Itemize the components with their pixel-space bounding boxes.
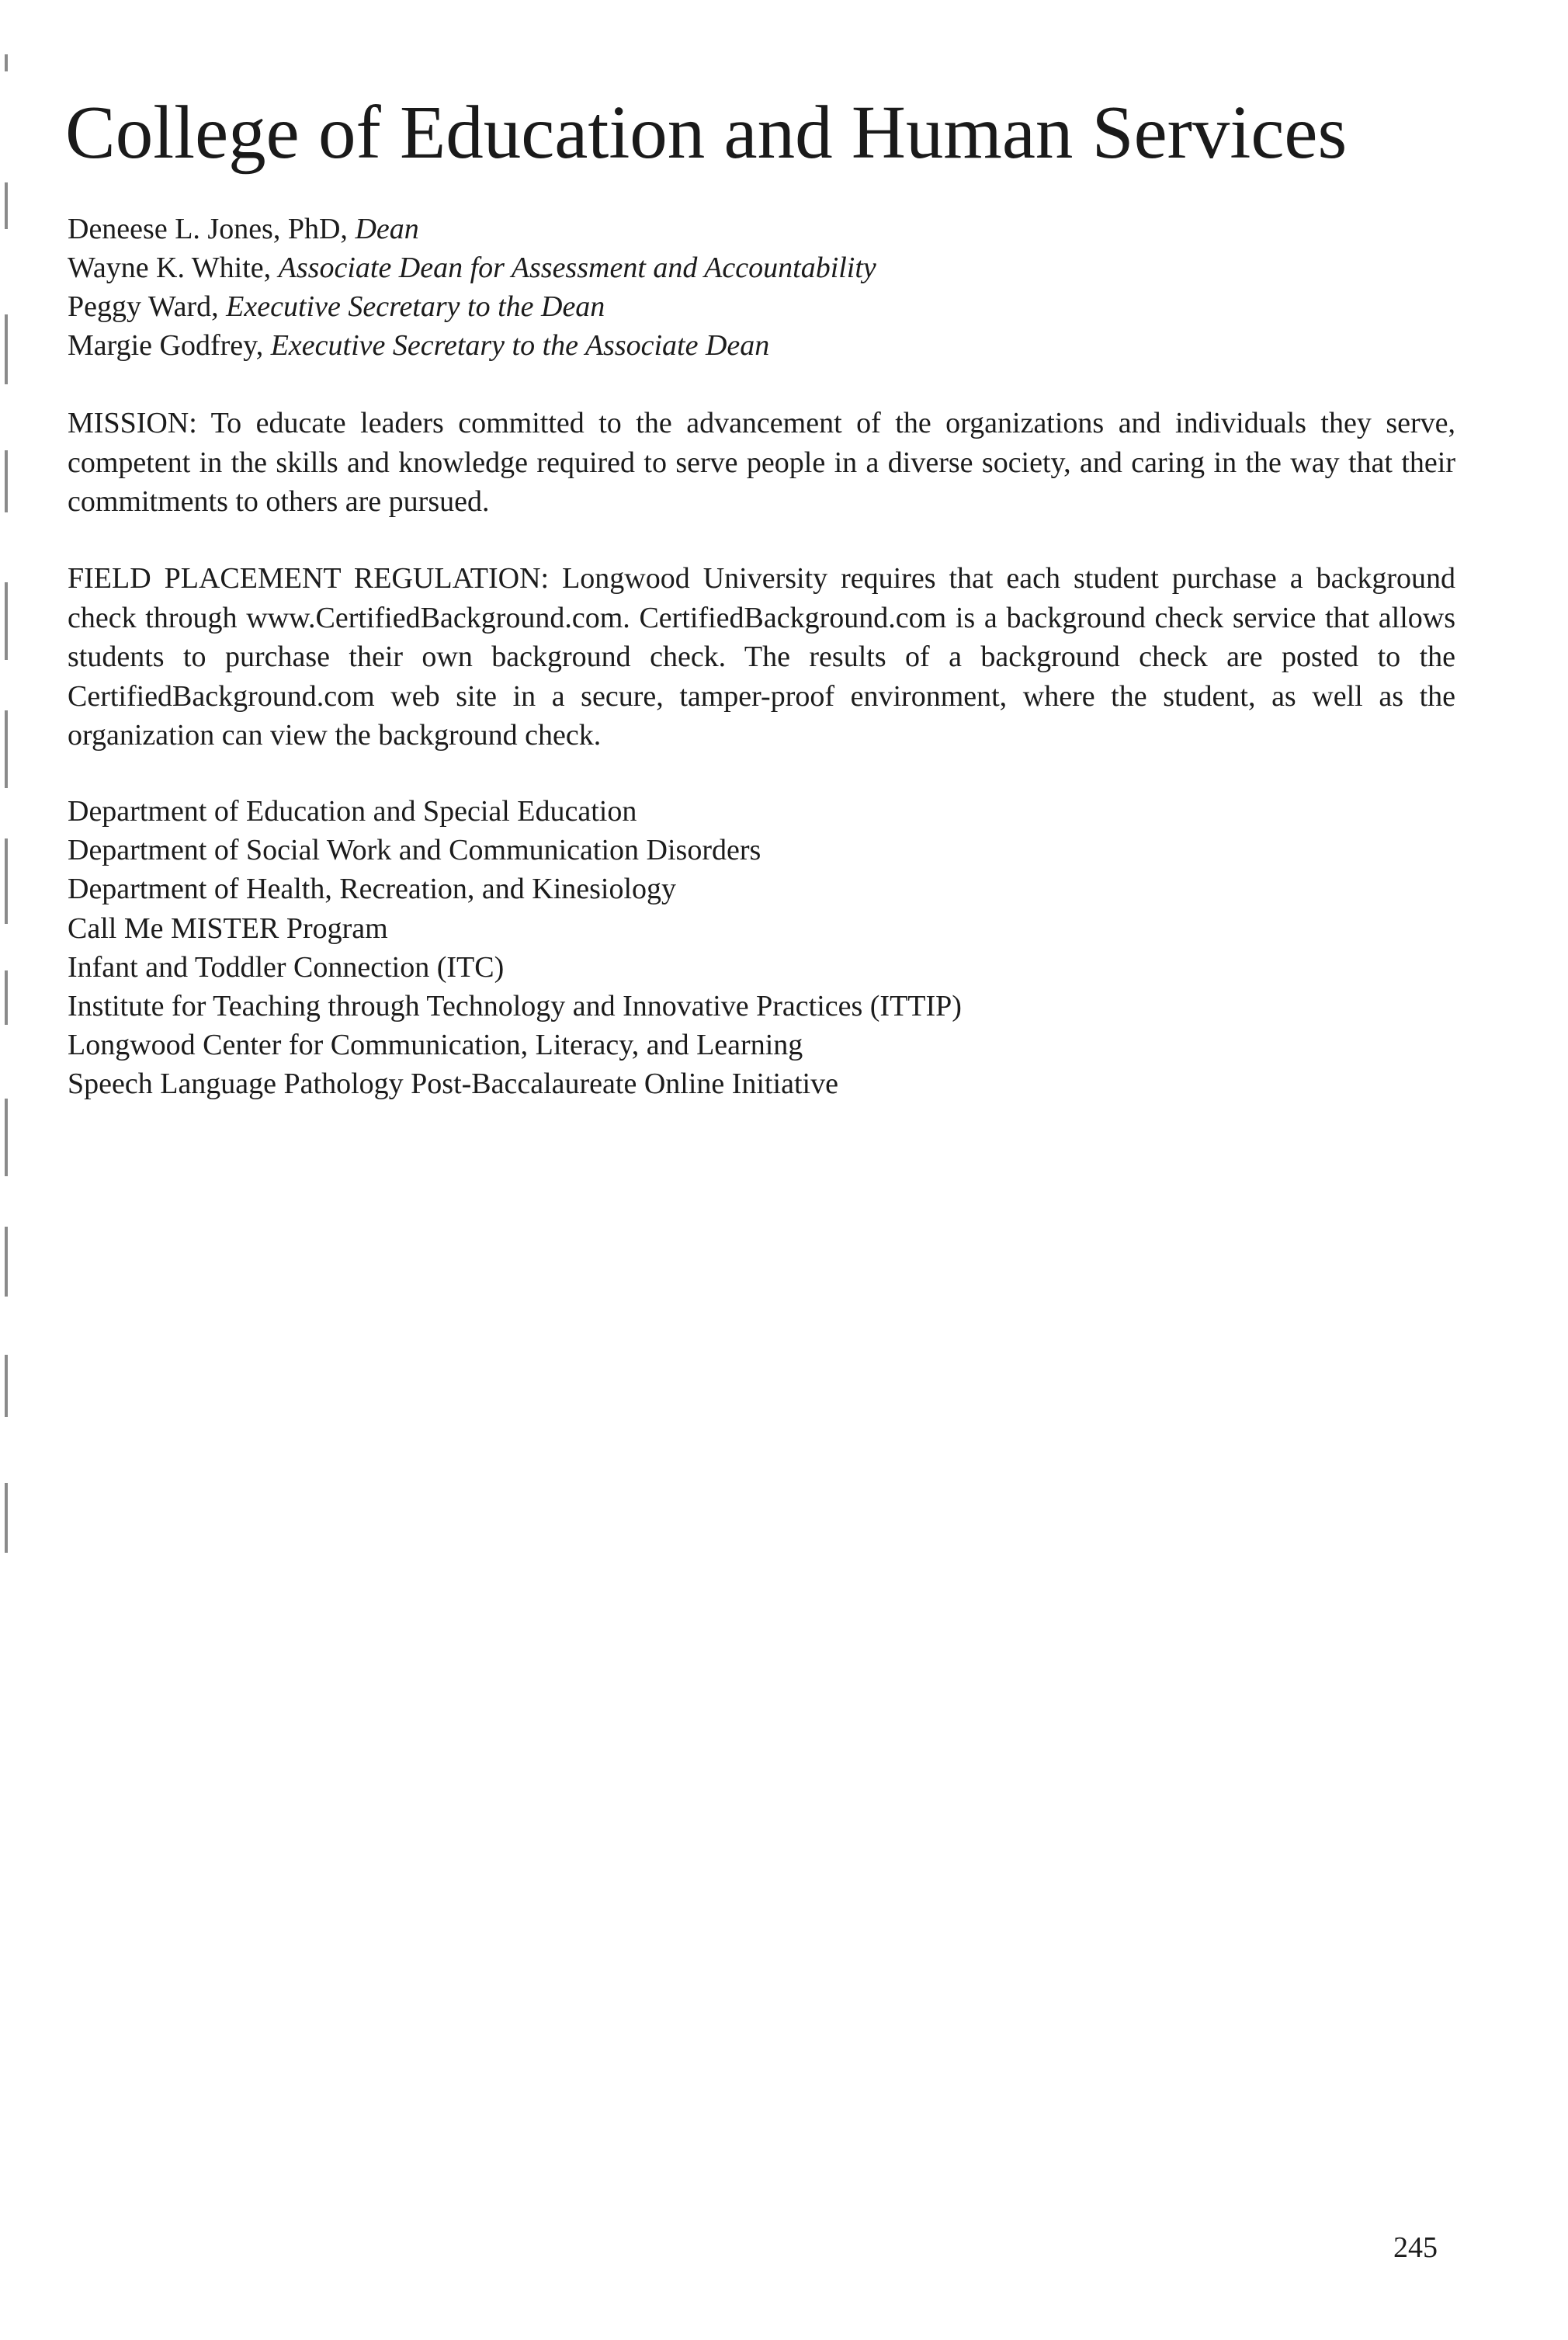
scan-edge-mark xyxy=(5,450,8,512)
page-number: 245 xyxy=(1393,2231,1438,2264)
scan-edge-mark xyxy=(5,1099,8,1176)
staff-name: Margie Godfrey, xyxy=(68,329,271,362)
staff-name: Deneese L. Jones, PhD, xyxy=(68,213,356,245)
staff-title: Executive Secretary to the Dean xyxy=(226,290,605,323)
field-placement-regulation: FIELD PLACEMENT REGULATION: Longwood University requires that each student purchase a background check through www.CertifiedBackground.com. CertifiedBackground.com is a background check service that allows students to purchase their own background check. The results of a background check are posted to the CertifiedBackground.com web site in a secure, tamper-proof environment, where the student, as well as the organization can view the background check. xyxy=(68,562,1455,752)
staff-title: Executive Secretary to the Associate Dean xyxy=(270,329,770,362)
department-item: Department of Education and Special Education xyxy=(68,795,637,828)
scan-edge-mark xyxy=(5,54,8,71)
staff-name: Wayne K. White, xyxy=(68,252,279,284)
scan-edge-mark xyxy=(5,838,8,924)
scan-edge-mark xyxy=(5,582,8,660)
staff-name: Peggy Ward, xyxy=(68,290,227,323)
staff-entry xyxy=(68,248,1465,287)
staff-title: Associate Dean for Assessment and Accountability xyxy=(278,252,876,284)
mission-statement: MISSION: To educate leaders committed to the advancement of the organizations and individuals they serve, competent in the skills and knowledge required to serve people in a diverse society, and caring in the way that their commitments to others are pursued. xyxy=(68,407,1455,518)
scan-edge-mark xyxy=(5,710,8,788)
department-item: Institute for Teaching through Technology and Innovative Practices (ITTIP) xyxy=(68,990,962,1023)
department-item: Department of Social Work and Communication Disorders xyxy=(68,834,761,867)
scan-edge-mark xyxy=(5,1227,8,1297)
department-item: Speech Language Pathology Post-Baccalaureate Online Initiative xyxy=(68,1068,838,1101)
page-title: College of Education and Human Services xyxy=(65,91,1348,174)
scan-edge-mark xyxy=(5,970,8,1025)
scan-edge-mark xyxy=(5,1483,8,1553)
department-item: Call Me MISTER Program xyxy=(68,911,388,945)
department-list xyxy=(68,792,1465,1104)
department-item: Longwood Center for Communication, Literacy, and Learning xyxy=(68,1029,803,1062)
department-item: Infant and Toddler Connection (ITC) xyxy=(68,950,505,984)
department-item: Department of Health, Recreation, and Kinesiology xyxy=(68,873,677,906)
scan-edge-mark xyxy=(5,182,8,229)
scan-edge-mark xyxy=(5,1355,8,1417)
staff-entry xyxy=(68,326,1465,365)
staff-list xyxy=(68,210,1465,365)
staff-title: Dean xyxy=(355,213,419,245)
scan-edge-mark xyxy=(5,314,8,384)
staff-entry xyxy=(68,210,1465,248)
staff-entry xyxy=(68,287,1465,326)
